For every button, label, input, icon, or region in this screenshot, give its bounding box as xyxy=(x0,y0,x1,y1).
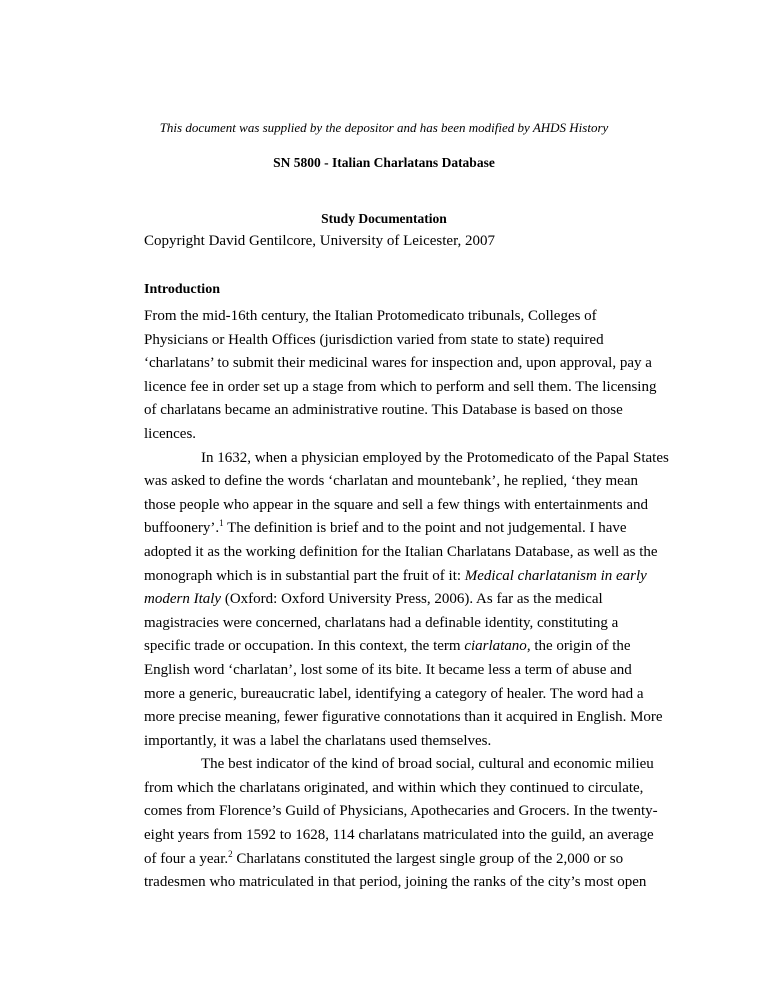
text-line xyxy=(144,848,644,872)
document-body xyxy=(144,305,669,895)
paragraph-3 xyxy=(144,753,658,895)
text-line: ‘charlatans’ to submit their medicinal wares for inspection and, upon approval, pay a xyxy=(144,355,652,372)
text-line: licences. xyxy=(144,425,197,442)
text-line: Physicians or Health Offices (jurisdiction varied from state to state) required xyxy=(144,331,604,348)
document-subtitle: Study Documentation xyxy=(321,211,447,226)
footnote-ref-1[interactable]: 1 xyxy=(219,518,224,529)
paragraph-1 xyxy=(144,305,657,447)
text-line: tradesmen who matriculated in that period, joining the ranks of the city’s most open xyxy=(144,874,647,891)
text-line xyxy=(144,565,647,589)
copyright-line: Copyright David Gentilcore, University of Leicester, 2007 xyxy=(144,233,495,249)
text-line: more a generic, bureaucratic label, identifying a category of healer. The word had a xyxy=(144,685,644,702)
text-line: from which the charlatans originated, and within which they continued to circulate, xyxy=(144,779,644,796)
book-title: modern Italy xyxy=(144,591,222,608)
text-line: magistracies were concerned, charlatans had a definable identity, constituting a xyxy=(144,614,619,631)
text-span: monograph which is in substantial part the fruit of it: xyxy=(144,567,465,584)
text-line xyxy=(144,517,644,541)
section-heading: Introduction xyxy=(144,282,220,297)
text-line: English word ‘charlatan’, lost some of its bite. It became less a term of abuse and xyxy=(144,661,632,678)
text-line: eight years from 1592 to 1628, 114 charlatans matriculated into the guild, an average xyxy=(144,827,654,844)
italian-term: ciarlatano xyxy=(464,638,527,655)
text-span: The definition is brief and to the point and not judgemental. I have xyxy=(223,520,627,537)
text-line: The best indicator of the kind of broad social, cultural and economic milieu xyxy=(201,756,654,773)
text-line: those people who appear in the square and sell a few things with entertainments and xyxy=(144,496,649,513)
text-line: licence fee in order set up a stage from which to perform and sell them. The licensing xyxy=(144,378,657,395)
document-title: SN 5800 - Italian Charlatans Database xyxy=(273,155,495,170)
book-title: Medical charlatanism in early xyxy=(464,567,647,584)
text-line: of charlatans became an administrative routine. This Database is based on those xyxy=(144,402,623,419)
text-line: adopted it as the working definition for the Italian Charlatans Database, as well as the xyxy=(144,543,658,560)
text-line: was asked to define the words ‘charlatan and mountebank’, he replied, ‘they mean xyxy=(144,473,638,490)
text-line xyxy=(144,635,644,659)
text-line: comes from Florence’s Guild of Physicians, Apothecaries and Grocers. In the twenty- xyxy=(144,803,658,820)
text-line xyxy=(144,588,644,612)
paragraph-2 xyxy=(144,447,669,754)
text-line: importantly, it was a label the charlatans used themselves. xyxy=(144,732,492,749)
text-span: of four a year. xyxy=(144,850,229,867)
supplied-note: This document was supplied by the depositor and has been modified by AHDS History xyxy=(159,120,609,135)
text-line: more precise meaning, fewer figurative connotations than it acquired in English. More xyxy=(144,709,663,726)
text-span: specific trade or occupation. In this context, the term xyxy=(144,638,465,655)
text-span: buffoonery’. xyxy=(144,520,220,537)
text-span: Charlatans constituted the largest single group of the 2,000 or so xyxy=(232,850,624,867)
footnote-ref-2[interactable]: 2 xyxy=(228,848,233,859)
text-line: In 1632, when a physician employed by the Protomedicato of the Papal States xyxy=(201,449,669,466)
text-line: From the mid-16th century, the Italian Protomedicato tribunals, Colleges of xyxy=(144,308,597,324)
text-span: , the origin of the xyxy=(526,638,631,655)
text-span: (Oxford: Oxford University Press, 2006). As far as the medical xyxy=(221,591,603,608)
